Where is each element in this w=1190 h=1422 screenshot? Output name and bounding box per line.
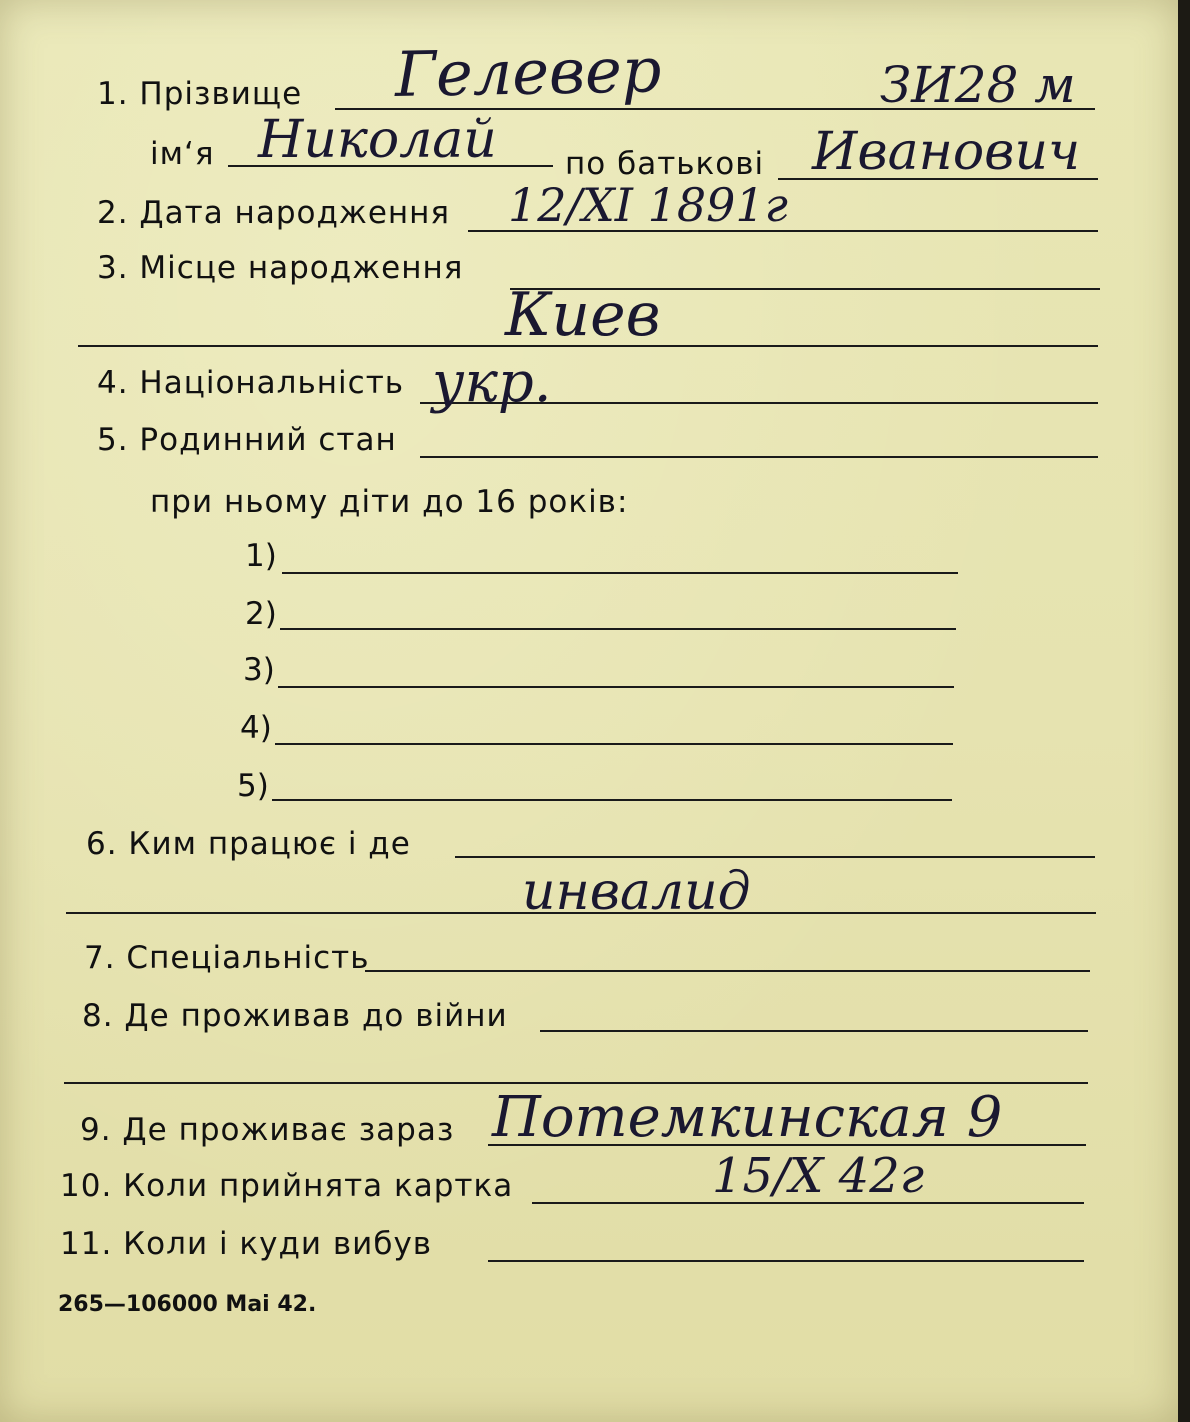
departure-line	[488, 1260, 1084, 1262]
child-1-label: 1)	[245, 538, 277, 574]
work-line	[455, 856, 1095, 858]
current-address-label: 9. Де проживає зараз	[80, 1112, 455, 1148]
prewar-line-2	[64, 1082, 1088, 1084]
marital-label: 5. Родинний стан	[97, 422, 397, 458]
child-2-label: 2)	[245, 596, 277, 632]
child-5-label: 5)	[237, 768, 269, 804]
child-3-line	[278, 686, 954, 688]
child-5-line	[272, 799, 952, 801]
specialty-label: 7. Спеціальність	[84, 940, 370, 976]
work-value: инвалид	[522, 862, 751, 922]
surname-label: 1. Прізвище	[97, 76, 303, 112]
print-code: 265—106000 Mai 42.	[58, 1292, 317, 1317]
birth-date-label: 2. Дата народження	[97, 195, 451, 231]
prewar-label: 8. Де проживав до війни	[82, 998, 508, 1034]
child-3-label: 3)	[243, 652, 275, 688]
child-4-label: 4)	[240, 710, 272, 746]
child-4-line	[275, 743, 953, 745]
prewar-line	[540, 1030, 1088, 1032]
specialty-line	[365, 970, 1090, 972]
birth-date-value: 12/XI 1891г	[508, 178, 788, 232]
birth-place-value: Киев	[505, 280, 661, 350]
surname-value: Гелевер	[394, 33, 662, 111]
patronymic-value: Иванович	[812, 122, 1081, 182]
first-name-value: Николай	[258, 110, 497, 170]
child-2-line	[280, 628, 956, 630]
current-address-value: Потемкинская 9	[492, 1085, 1003, 1150]
card-date-label: 10. Коли прийнята картка	[60, 1168, 514, 1204]
children-label: при ньому діти до 16 років:	[150, 484, 629, 520]
nationality-label: 4. Національність	[97, 365, 405, 401]
birth-place-label: 3. Місце народження	[97, 250, 464, 286]
first-name-label: ім‘я	[150, 136, 215, 172]
departure-label: 11. Коли і куди вибув	[60, 1226, 433, 1262]
patronymic-label: по батькові	[565, 146, 765, 182]
child-1-line	[282, 572, 958, 574]
marital-line	[420, 456, 1098, 458]
card-date-value: 15/X 42г	[712, 1148, 925, 1204]
work-label: 6. Ким працює і де	[86, 826, 411, 862]
corner-mark: ЗИ28 м	[880, 56, 1076, 114]
nationality-value: укр.	[432, 350, 552, 415]
